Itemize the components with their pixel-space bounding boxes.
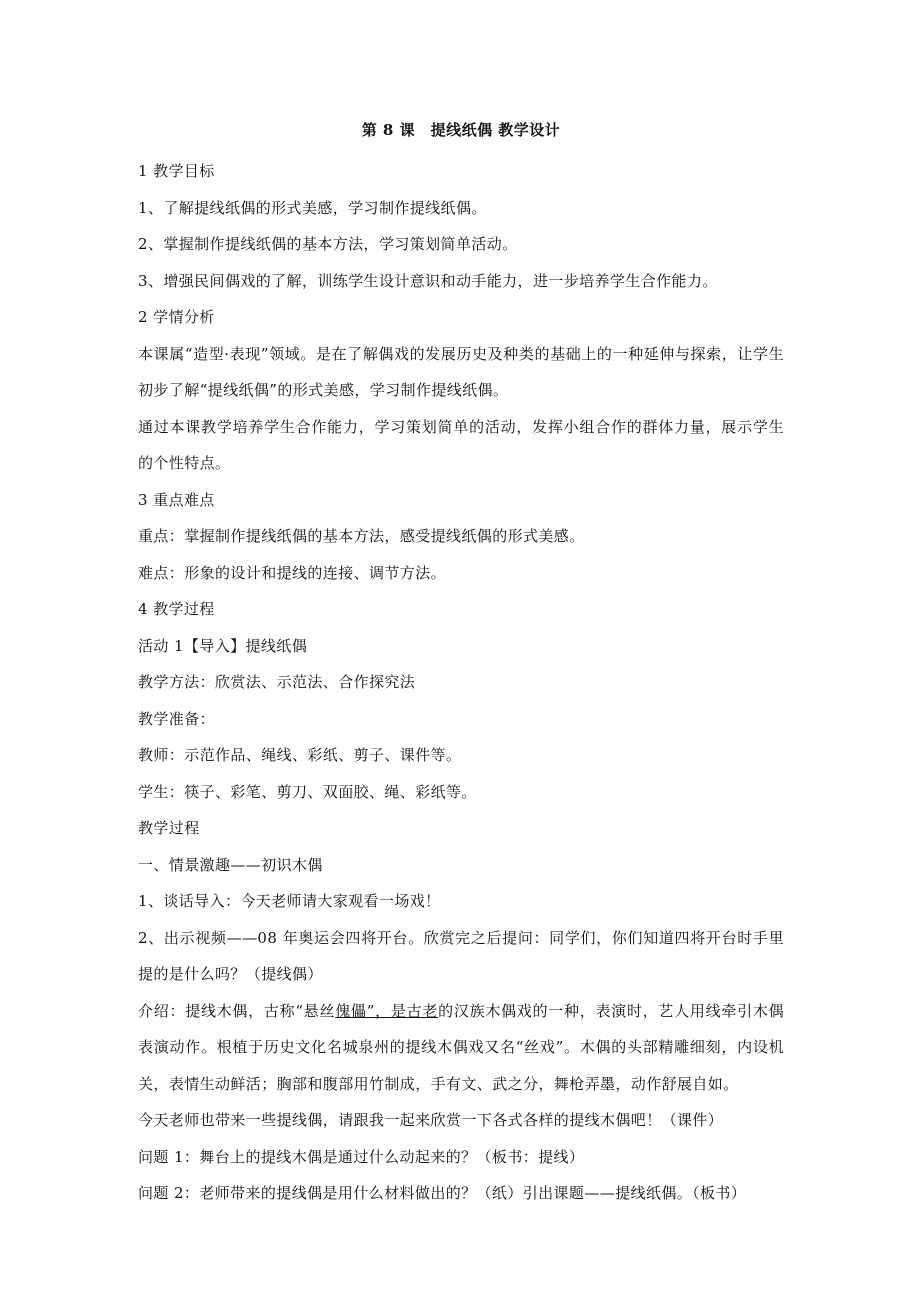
step-1-intro-talk: 1、谈话导入：今天老师请大家观看一场戏！	[138, 892, 441, 910]
activity-1-title: 活动 1【导入】提线纸偶	[138, 636, 308, 655]
intro-text-underlined: 傀儡”，是古老	[335, 1001, 439, 1020]
heading-key-points: 3 重点难点	[138, 490, 215, 509]
heading-student-analysis: 2 学情分析	[138, 308, 215, 326]
heading-teaching-process: 4 教学过程	[138, 600, 215, 618]
analysis-paragraph-1: 本课属“造型·表现”领域。是在了解偶戏的发展历史及种类的基础上的一种延伸与探索，让学生初步了解“提线纸偶”的形式美感，学习制作提线纸偶。	[138, 344, 784, 399]
closing-invitation: 今天老师也带来一些提线偶，请跟我一起来欣赏一下各式各样的提线木偶吧！（课件）	[138, 1111, 724, 1129]
question-2: 问题 2：老师带来的提线偶是用什么材料做出的？（纸）引出课题——提线纸偶。（板书）	[138, 1184, 747, 1202]
intro-text-after: 的汉族木偶戏的一种，表演时，艺人用线牵引木偶表演动作。根植于历史文化名城泉州的提线木偶戏又名“丝戏”。木偶的头部精雕细刻，内设机关，表情生动鲜活；胸部和腹部用竹制成，手有文、武之分，舞枪弄墨，动作舒展自如。	[138, 1001, 784, 1093]
question-1: 问题 1：舞台上的提线木偶是通过什么动起来的？（板书：提线）	[138, 1147, 585, 1166]
intro-text-before: 介绍：提线木偶，古称“悬丝	[138, 1001, 336, 1020]
goal-3: 3、增强民间偶戏的了解，训练学生设计意识和动手能力，进一步培养学生合作能力。	[138, 271, 718, 290]
teaching-preparation: 教学准备：	[138, 709, 216, 728]
goal-1: 1、了解提线纸偶的形式美感，学习制作提线纸偶。	[138, 198, 487, 217]
analysis-paragraph-2: 通过本课教学培养学生合作能力，学习策划简单的活动，发挥小组合作的群体力量，展示学生的个性特点。	[138, 417, 784, 472]
document-title: 第 8 课 提线纸偶 教学设计	[361, 121, 561, 139]
intro-paragraph	[138, 993, 784, 1103]
key-point: 重点：掌握制作提线纸偶的基本方法，感受提线纸偶的形式美感。	[138, 527, 585, 545]
heading-teaching-goals: 1 教学目标	[138, 162, 215, 180]
goal-2: 2、掌握制作提线纸偶的基本方法，学习策划简单活动。	[138, 235, 518, 253]
document-page	[138, 118, 784, 1212]
teacher-materials: 教师：示范作品、绳线、彩纸、剪子、课件等。	[138, 746, 462, 764]
teaching-methods: 教学方法：欣赏法、示范法、合作探究法	[138, 673, 416, 691]
section-1-title: 一、情景激趣——初识木偶	[138, 855, 323, 874]
process-label: 教学过程	[138, 819, 200, 837]
step-2-video: 2、出示视频——08 年奥运会四将开台。欣赏完之后提问：同学们，你们知道四将开台时手里提的是什么吗？（提线偶）	[138, 928, 784, 983]
difficult-point: 难点：形象的设计和提线的连接、调节方法。	[138, 563, 447, 582]
student-materials: 学生：筷子、彩笔、剪刀、双面胶、绳、彩纸等。	[138, 782, 477, 801]
